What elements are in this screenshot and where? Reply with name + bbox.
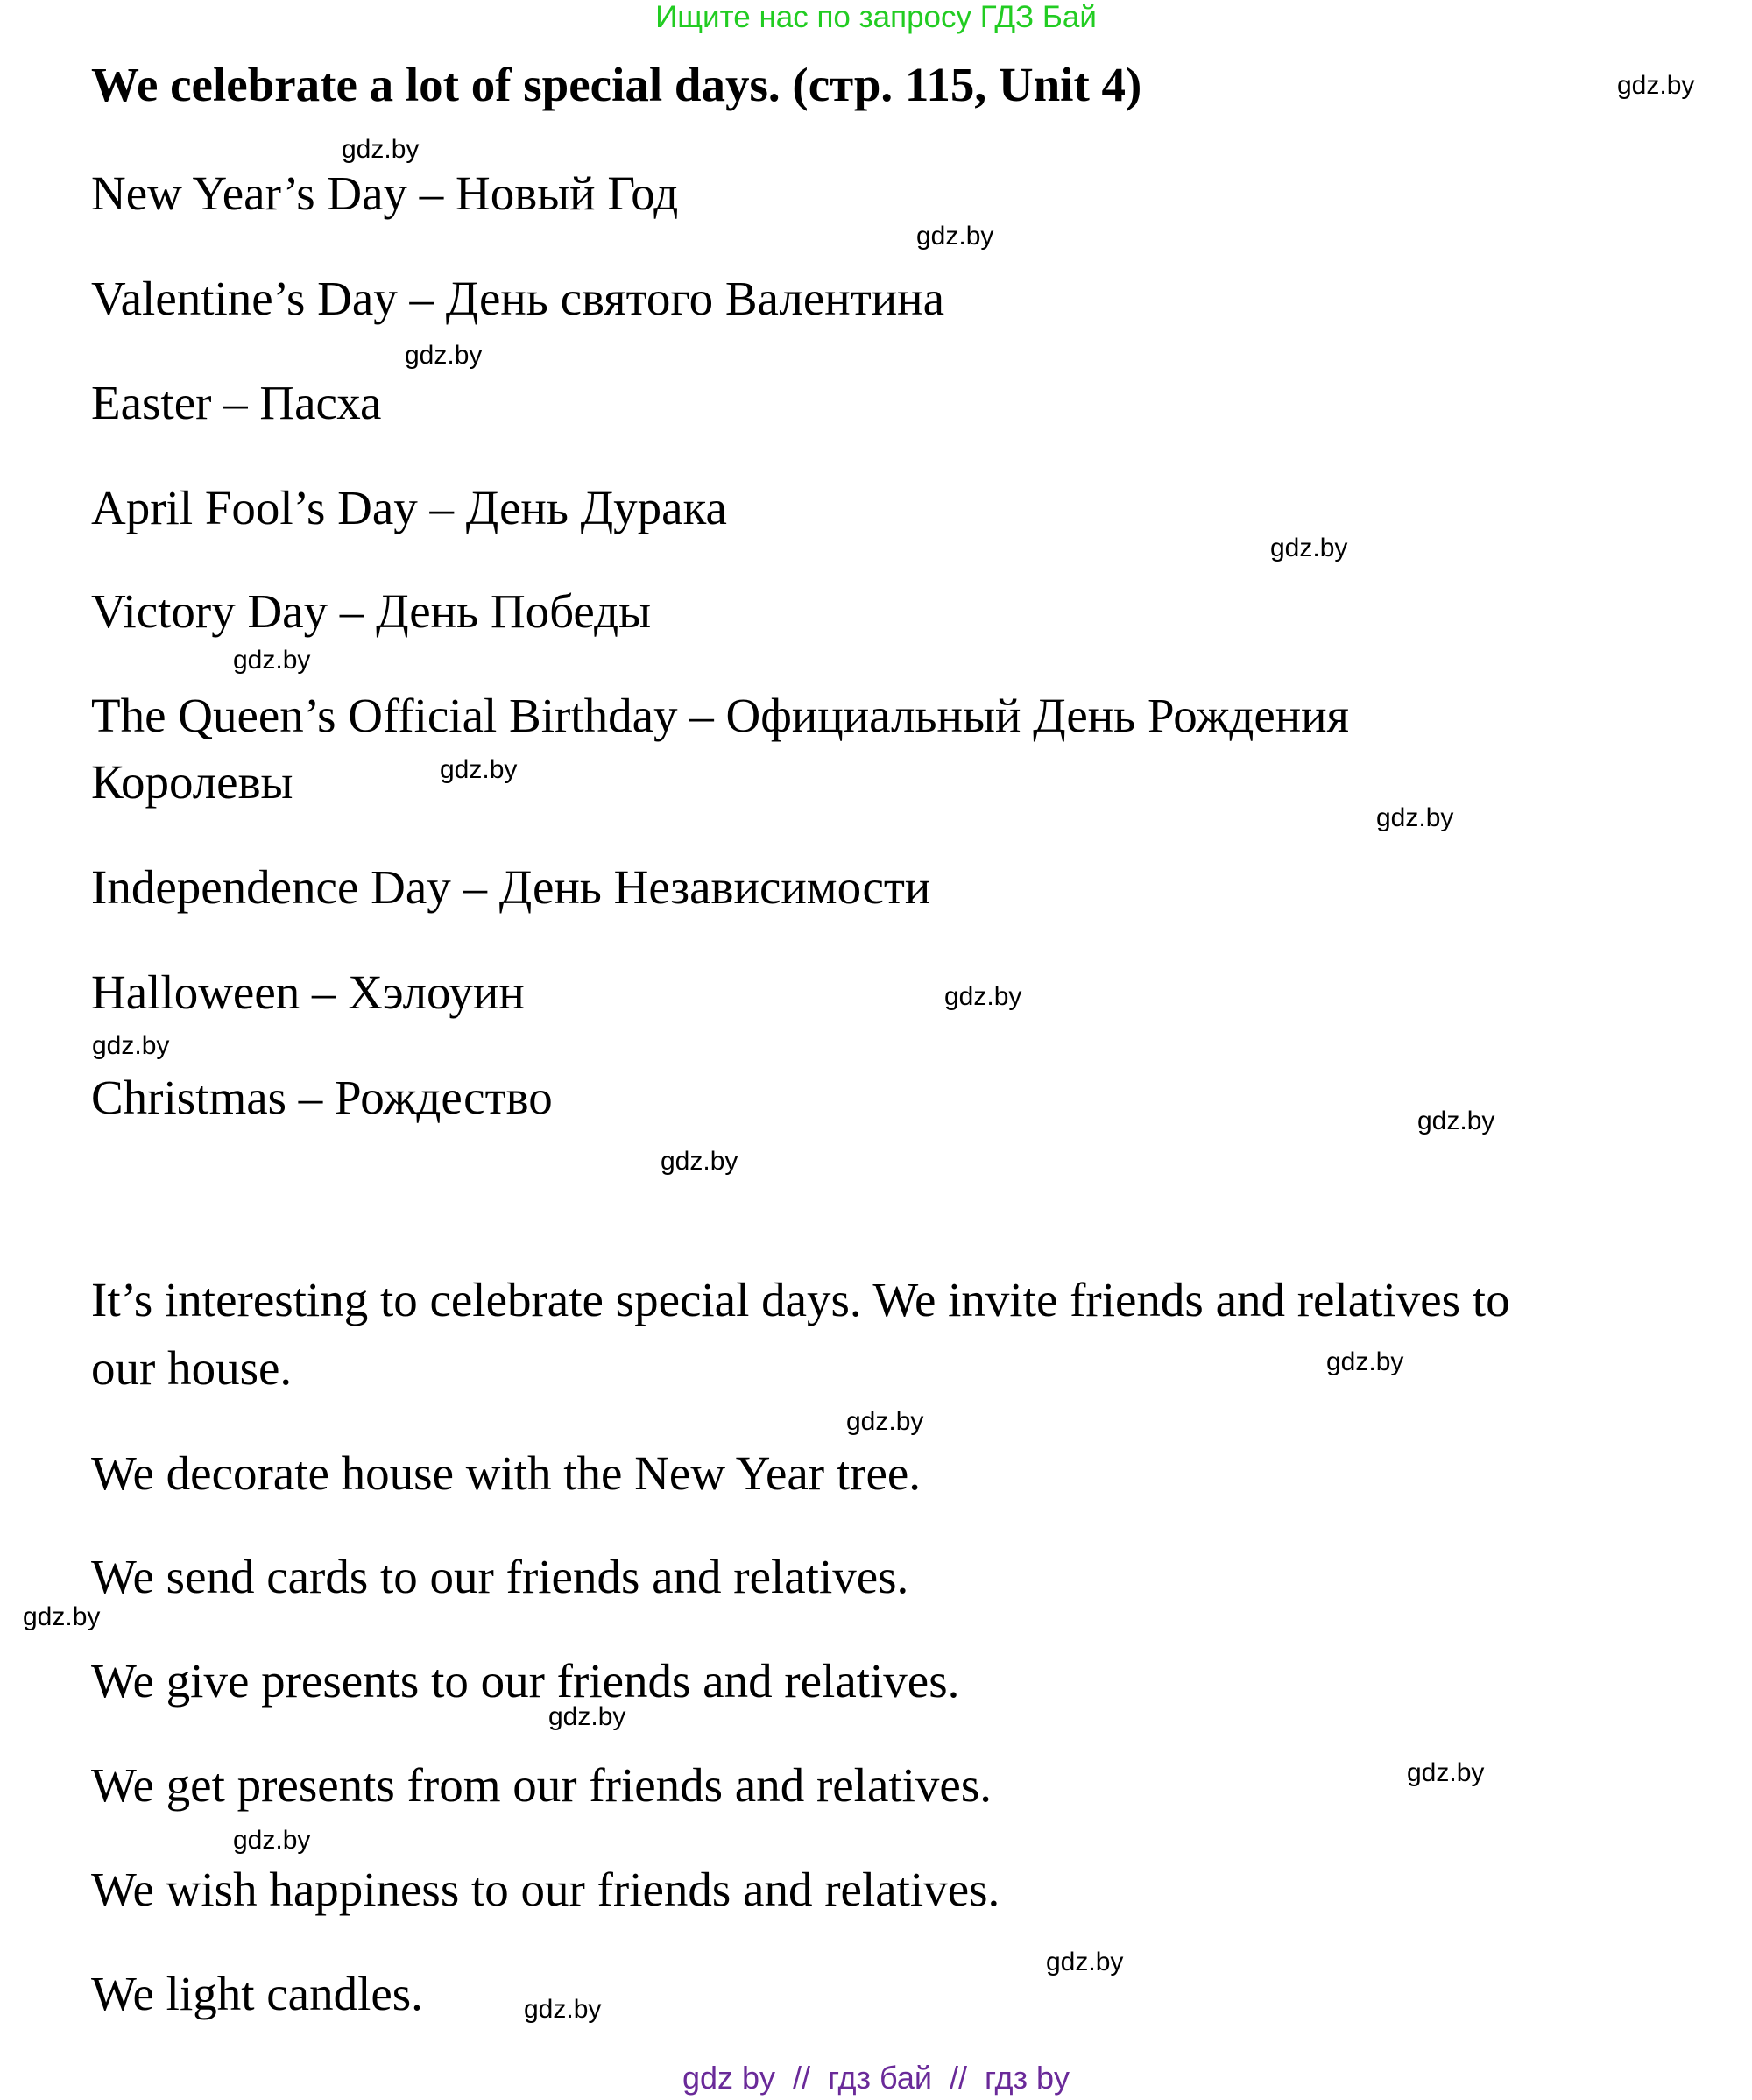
paragraph-line: We give presents to our friends and relatives. bbox=[91, 1654, 960, 1708]
holiday-line: April Fool’s Day – День Дурака bbox=[91, 481, 727, 534]
paragraph-line: We get presents from our friends and relatives. bbox=[91, 1758, 993, 1812]
holiday-line: The Queen’s Official Birthday – Официальный День Рождения bbox=[91, 689, 1349, 742]
holiday-line: Valentine’s Day – День святого Валентина bbox=[91, 272, 945, 325]
watermark: gdz.by bbox=[1407, 1758, 1485, 1787]
watermark: gdz.by bbox=[1046, 1948, 1124, 1976]
watermark: gdz.by bbox=[342, 135, 420, 164]
watermark: gdz.by bbox=[1376, 803, 1454, 832]
watermark: gdz.by bbox=[233, 646, 311, 675]
watermark: gdz.by bbox=[1326, 1347, 1404, 1376]
watermark: gdz.by bbox=[944, 982, 1022, 1011]
watermark: gdz.by bbox=[1270, 534, 1348, 562]
holiday-line: Christmas – Рождество bbox=[91, 1071, 553, 1124]
holiday-line: New Year’s Day – Новый Год bbox=[91, 166, 679, 220]
watermark: gdz.by bbox=[1417, 1107, 1495, 1135]
paragraph-line: We decorate house with the New Year tree. bbox=[91, 1446, 922, 1500]
watermark: gdz.by bbox=[23, 1602, 101, 1631]
paragraph-line: We wish happiness to our friends and relatives. bbox=[91, 1863, 1000, 1916]
watermark: gdz.by bbox=[548, 1702, 626, 1731]
watermark: gdz.by bbox=[1617, 71, 1695, 100]
holiday-line: Independence Day – День Независимости bbox=[91, 860, 931, 914]
watermark: gdz.by bbox=[92, 1031, 170, 1060]
paragraph-line: We send cards to our friends and relatives. bbox=[91, 1550, 909, 1603]
holiday-line: Королевы bbox=[91, 755, 293, 809]
holiday-line: Halloween – Хэлоуин bbox=[91, 965, 525, 1019]
top-banner: Ищите нас по запросу ГДЗ Бай bbox=[655, 0, 1097, 34]
watermark: gdz.by bbox=[440, 755, 518, 784]
footer-links: gdz by // гдз бай // гдз by bbox=[682, 2060, 1070, 2096]
watermark: gdz.by bbox=[916, 222, 994, 251]
watermark: gdz.by bbox=[661, 1147, 738, 1176]
watermark: gdz.by bbox=[524, 1995, 602, 2024]
paragraph-line: We light candles. bbox=[91, 1967, 423, 2020]
holiday-line: Easter – Пасха bbox=[91, 376, 382, 429]
paragraph-line: our house. bbox=[91, 1341, 293, 1395]
watermark: gdz.by bbox=[846, 1407, 924, 1436]
holiday-line: Victory Day – День Победы bbox=[91, 584, 652, 638]
paragraph-line: It’s interesting to celebrate special days. We invite friends and relatives to bbox=[91, 1273, 1510, 1326]
watermark: gdz.by bbox=[233, 1826, 311, 1855]
watermark: gdz.by bbox=[405, 341, 483, 370]
page-title: We celebrate a lot of special days. (стр. 115, Unit 4) bbox=[91, 58, 1142, 111]
